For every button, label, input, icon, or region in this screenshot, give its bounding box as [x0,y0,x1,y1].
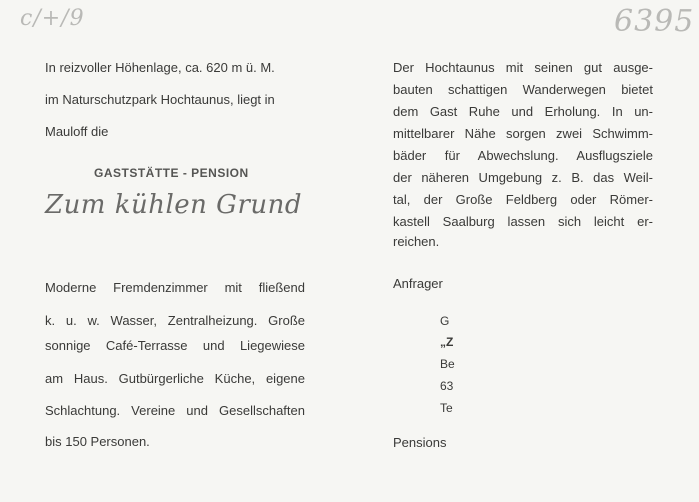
right-body-line: bauten schattigen Wanderwegen bietet [393,82,653,97]
body-line: k. u. w. Wasser, Zentralheizung. Große [45,313,305,328]
pension-label: Pensions [393,435,447,450]
right-body-line: dem Gast Ruhe und Erholung. In un- [393,104,653,119]
address-fragment: „Z [440,335,454,349]
right-body-line: reichen. [393,234,440,249]
right-body-line: mittelbarer Nähe sorgen zwei Schwimm- [393,126,653,141]
address-fragment: Be [440,357,455,371]
body-line: bis 150 Personen. [45,434,150,449]
body-line: am Haus. Gutbürgerliche Küche, eigene [45,371,305,386]
right-body-line: kastell Saalburg lassen sich leicht er- [393,214,653,229]
intro-line: im Naturschutzpark Hochtaunus, liegt in [45,92,275,107]
right-body-line: bäder für Abwechslung. Ausflugsziele [393,148,653,163]
pencil-note-left: c/+/9 [20,6,85,31]
address-fragment: Te [440,401,453,415]
address-fragment: G [440,314,450,328]
body-line: Schlachtung. Vereine und Gesellschaften [45,403,305,418]
intro-line: Mauloff die [45,124,109,139]
right-body-line: tal, der Große Feldberg oder Römer- [393,192,653,207]
script-title: Zum kühlen Grund [45,190,303,220]
right-body-line: der näheren Umgebung z. B. das Weil- [393,170,653,185]
body-line: Moderne Fremdenzimmer mit fließend [45,280,305,295]
address-fragment: 63 [440,379,454,393]
pencil-note-right: 6395 [614,4,695,39]
right-body-line: Der Hochtaunus mit seinen gut ausge- [393,60,653,75]
intro-line: In reizvoller Höhenlage, ca. 620 m ü. M. [45,60,275,75]
body-line: sonnige Café-Terrasse und Liegewiese [45,338,305,353]
business-heading: GASTSTÄTTE - PENSION [94,166,249,180]
inquiry-label: Anfrager [393,276,443,291]
